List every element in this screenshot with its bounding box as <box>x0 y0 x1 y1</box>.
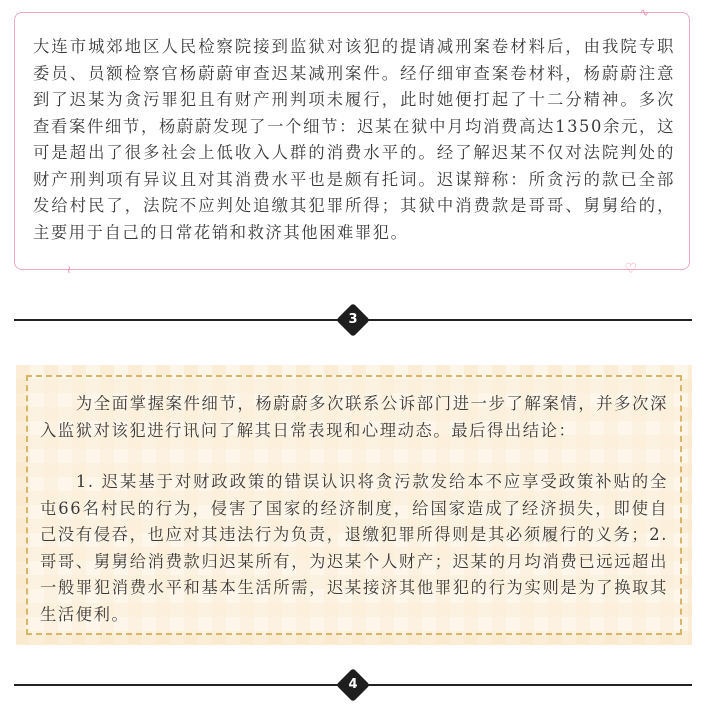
heart-icon: ♡ <box>624 261 637 277</box>
section-number-badge <box>336 303 370 337</box>
conclusion-box <box>26 375 682 635</box>
section-number: 3 <box>348 312 358 327</box>
section-divider <box>14 303 692 337</box>
case-review-paragraph: 大连市城郊地区人民检察院接到监狱对该犯的提请减刑案卷材料后，由我院专职委员、员额检察官杨蔚蔚审查迟某减刑案件。经仔细审查案卷材料，杨蔚蔚注意到了迟某为贪污罪犯且有财产刑判项未履行，此时她便打起了十二分精神。多次查看案件细节，杨蔚蔚发现了一个细节：迟某在狱中月均消费高达1350余元，这可是超出了很多社会上低收入人群的消费水平的。经了解迟某不仅对法院判处的财产刑判项有异议且对其消费水平也是颇有托词。迟谋辩称：所贪污的款已全部发给村民了，法院不应判处追缴其犯罪所得；其狱中消费款是哥哥、舅舅给的，主要用于自己的日常花销和救济其他困难罪犯。 <box>33 37 675 242</box>
squiggle-icon: ≀ <box>67 263 72 276</box>
conclusion-panel <box>16 365 692 645</box>
section-number-badge <box>336 668 370 702</box>
conclusion-detail-paragraph: 1. 迟某基于对财政政策的错误认识将贪污款发给本不应享受政策补贴的全屯66名村民的行为，侵害了国家的经济制度，给国家造成了经济损失，即使自己没有侵吞，也应对其违法行为负责，退缴犯罪所得则是其必须履行的义务；2.哥哥、舅舅给消费款归迟某所有，为迟某个人财产；迟某的月均消费已远远超出一般罪犯消费水平和基本生活所需，迟某接济其他罪犯的行为实则是为了换取其生活便利。 <box>40 472 668 624</box>
squiggle-icon: ∿ <box>639 6 649 19</box>
conclusion-intro-paragraph: 为全面掌握案件细节，杨蔚蔚多次联系公诉部门进一步了解案情，并多次深入监狱对该犯进行讯问了解其日常表现和心理动态。最后得出结论： <box>40 394 668 440</box>
case-review-box <box>14 6 690 277</box>
section-number: 4 <box>348 677 358 692</box>
section-divider <box>14 668 692 702</box>
